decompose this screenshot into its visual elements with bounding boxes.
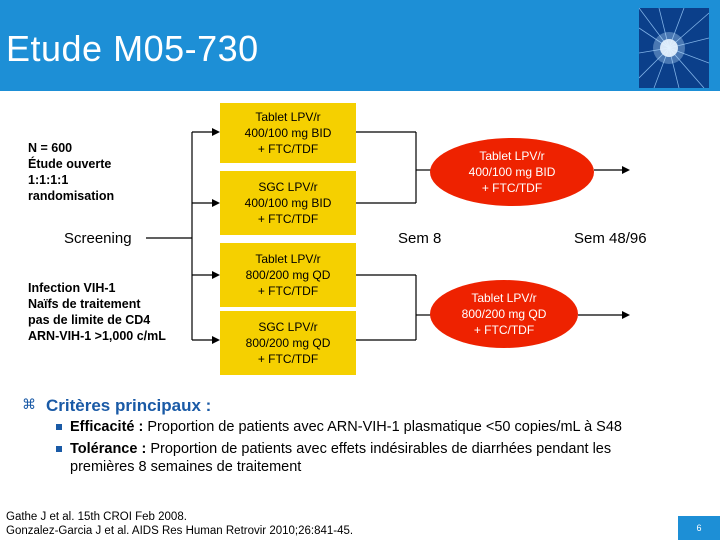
criteria-heading: Critères principaux : — [46, 396, 212, 415]
arm-box: SGC LPV/r 800/200 mg QD + FTC/TDF — [220, 311, 356, 375]
arm-box: Tablet LPV/r 400/100 mg BID + FTC/TDF — [220, 103, 356, 163]
timepoint-sem8: Sem 8 — [398, 230, 442, 247]
timepoint-sem48: Sem 48/96 — [574, 230, 647, 247]
criteria-efficacy: Efficacité : Proportion de patients avec ARN-VIH-1 plasmatique <50 copies/mL à S48 — [70, 419, 622, 435]
page-number: 6 — [678, 516, 720, 540]
switch-arm-qd: Tablet LPV/r 800/200 mg QD + FTC/TDF — [430, 280, 578, 348]
inclusion-criteria: Infection VIH-1 Naïfs de traitement pas de limite de CD4 ARN-VIH-1 >1,000 c/mL — [28, 281, 166, 343]
arm-box: Tablet LPV/r 800/200 mg QD + FTC/TDF — [220, 243, 356, 307]
references: Gathe J et al. 15th CROI Feb 2008. Gonzalez-Garcia J et al. AIDS Res Human Retrovir 2010;26:841-45. — [6, 511, 354, 537]
bullet-square-icon — [56, 424, 62, 430]
slide-title: Etude M05-730 — [6, 28, 259, 69]
screening-label: Screening — [64, 230, 132, 247]
bullet-icon: ⌘ — [22, 396, 36, 412]
switch-arm-bid: Tablet LPV/r 400/100 mg BID + FTC/TDF — [430, 138, 594, 206]
criteria-tolerance: Tolérance : Proportion de patients avec effets indésirables de diarrhées pendant les premières 8 semaines de traitement — [70, 441, 612, 475]
bullet-square-icon — [56, 446, 62, 452]
study-info: N = 600 Étude ouverte 1:1:1:1 randomisation — [28, 141, 115, 203]
arm-box: SGC LPV/r 400/100 mg BID + FTC/TDF — [220, 171, 356, 235]
